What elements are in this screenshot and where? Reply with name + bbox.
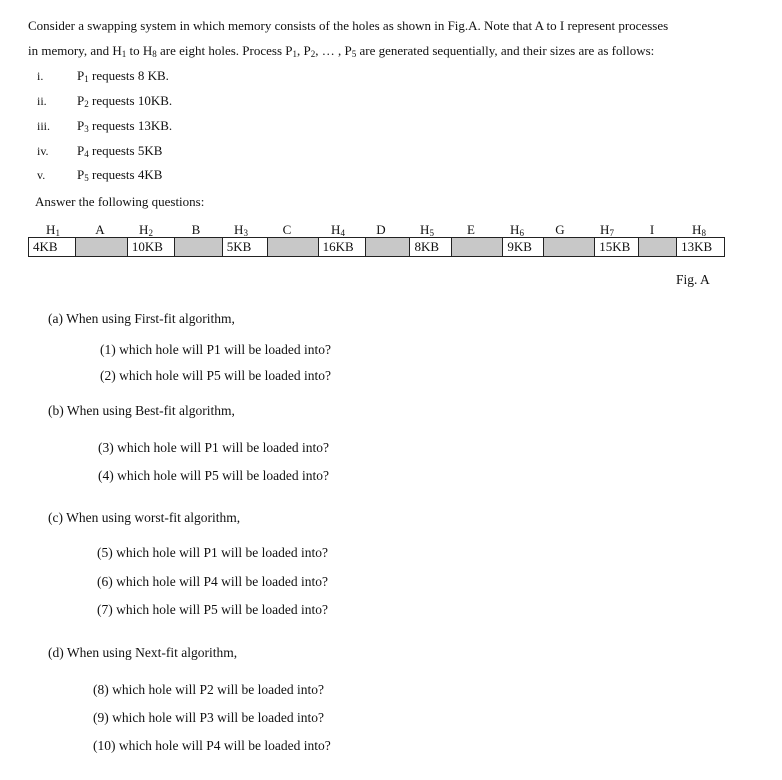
hole-label: $H_2$ <box>139 222 153 238</box>
intro-text: are generated sequentially, and their sizes are as follows: <box>356 43 655 58</box>
process-label: I <box>649 222 655 237</box>
process-label: D <box>376 222 386 237</box>
list-item: $P_5$ requests 4KB <box>77 167 163 183</box>
intro-text: to H <box>126 43 153 58</box>
process-d <box>366 238 411 256</box>
memory-diagram <box>28 237 725 257</box>
figure-caption: Fig. A <box>676 272 710 287</box>
question-part-d: (d) When using Next-fit algorithm, <box>48 645 238 660</box>
list-number: iii. <box>37 119 51 133</box>
question-part-c: (c) When using worst-fit algorithm, <box>48 510 241 525</box>
intro-text: , P <box>297 43 311 58</box>
list-item: $P_1$ requests 8 KB. <box>77 68 169 84</box>
list-item: $P_3$ requests 13KB. <box>77 118 173 134</box>
process-e <box>452 238 503 256</box>
list-number: ii. <box>37 94 47 108</box>
list-number: i. <box>37 69 44 83</box>
process-label: C <box>282 222 292 237</box>
question-item: (1) which hole will P1 will be loaded into? <box>100 342 331 357</box>
hole-h2: 10KB <box>128 238 175 256</box>
process-b <box>175 238 223 256</box>
hole-label: $H_1$ <box>46 222 60 238</box>
hole-h3: 5KB <box>223 238 268 256</box>
process-i <box>639 238 677 256</box>
question-part-b: (b) When using Best-fit algorithm, <box>48 403 235 418</box>
question-item: (6) which hole will P4 will be loaded into? <box>97 574 328 589</box>
subscript: 5 <box>351 49 357 59</box>
hole-label: $H_6$ <box>510 222 524 238</box>
intro-text: Consider a swapping system in which memory consists of the holes as shown in Fig.A. Note that A to I represent processes <box>28 18 669 33</box>
hole-h5: 8KB <box>410 238 452 256</box>
intro-text: in memory, and H <box>28 43 122 58</box>
intro-text: are eight holes. Process P <box>156 43 293 58</box>
process-label: E <box>467 222 475 237</box>
list-number: iv. <box>37 144 49 158</box>
subscript: 8 <box>152 49 157 59</box>
hole-h7: 15KB <box>595 238 639 256</box>
process-a <box>76 238 128 256</box>
hole-h6: 9KB <box>503 238 544 256</box>
question-item: (8) which hole will P2 will be loaded into? <box>93 682 324 697</box>
hole-h8: 13KB <box>677 238 724 256</box>
subscript: 2 <box>310 49 316 59</box>
question-part-a: (a) When using First-fit algorithm, <box>48 311 235 326</box>
hole-label: $H_3$ <box>234 222 248 238</box>
question-item: (9) which hole will P3 will be loaded into? <box>93 710 324 725</box>
question-item: (3) which hole will P1 will be loaded into? <box>98 440 329 455</box>
intro-text: , … , P <box>315 43 352 58</box>
subscript: 1 <box>292 49 298 59</box>
process-label: A <box>95 222 105 237</box>
hole-label: $H_7$ <box>600 222 614 238</box>
hole-h4: 16KB <box>319 238 366 256</box>
question-item: (5) which hole will P1 will be loaded into? <box>97 545 328 560</box>
answer-prompt: Answer the following questions: <box>35 194 205 209</box>
list-item: $P_2$ requests 10KB. <box>77 93 173 109</box>
process-label: B <box>191 222 201 237</box>
question-item: (4) which hole will P5 will be loaded into? <box>98 468 329 483</box>
intro-line-1 <box>28 18 668 34</box>
hole-label: $H_8$ <box>692 222 706 238</box>
process-label: G <box>555 222 565 237</box>
question-item: (10) which hole will P4 will be loaded into? <box>93 738 331 753</box>
question-item: (7) which hole will P5 will be loaded into? <box>97 602 328 617</box>
subscript: 1 <box>121 49 127 59</box>
list-item: $P_4$ requests 5KB <box>77 143 163 159</box>
hole-h1: 4KB <box>29 238 76 256</box>
question-item: (2) which hole will P5 will be loaded into? <box>100 368 331 383</box>
hole-label: $H_4$ <box>331 222 345 238</box>
process-c <box>268 238 319 256</box>
list-number: v. <box>37 168 46 182</box>
intro-line-2 <box>28 43 654 59</box>
hole-label: $H_5$ <box>420 222 434 238</box>
process-g <box>544 238 595 256</box>
